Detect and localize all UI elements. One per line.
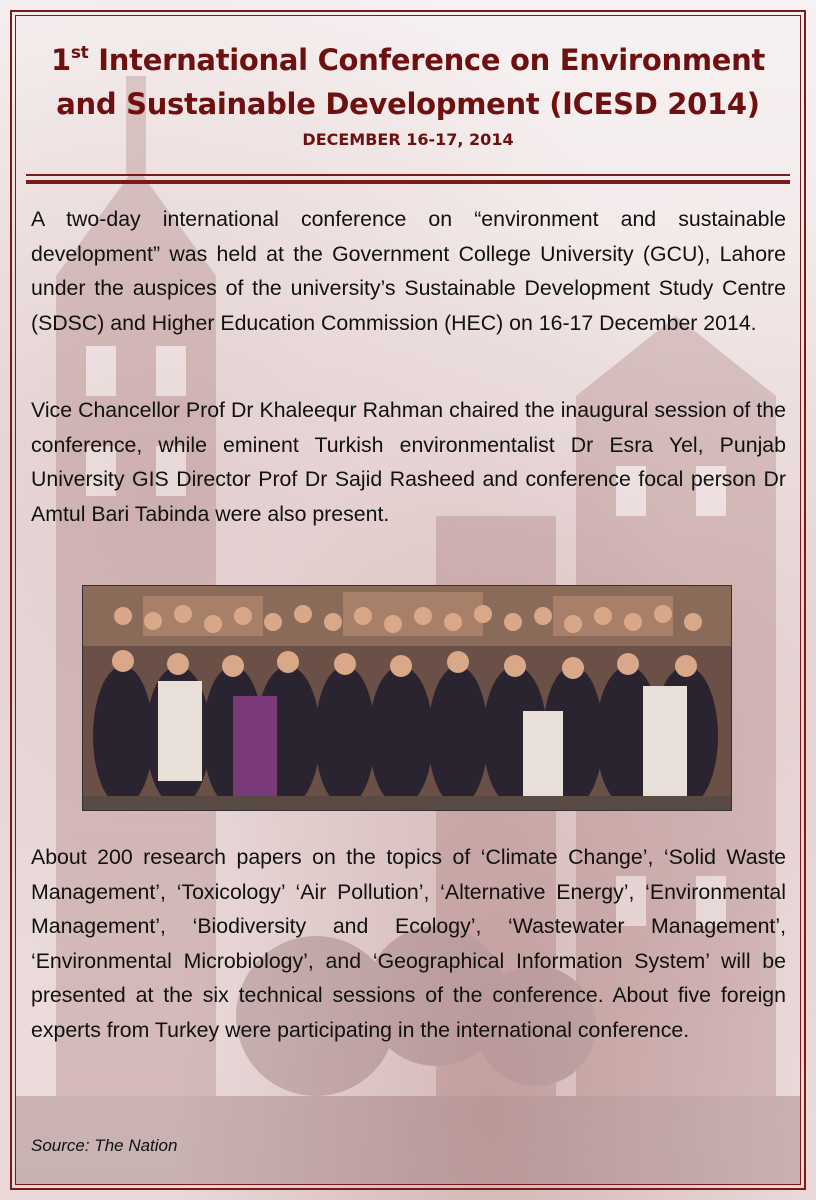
paragraph-intro: A two-day international conference on “environment and sustainable development” was held at the Government College University (GCU), Lahore under the auspices of the university’s Sustainable Development Study Centre (SDSC) and Higher Education Commission (HEC) on 16-17 December 2014. (31, 207, 786, 335)
header-divider-thin (26, 174, 790, 176)
group-photo-illustration (83, 586, 731, 810)
title-superscript: st (70, 43, 89, 63)
title-line1: International Conference on Environment (88, 43, 766, 77)
title-line2: and Sustainable Development (ICESD 2014) (56, 87, 760, 121)
group-photo (82, 585, 732, 811)
conference-title (26, 38, 790, 126)
header-divider-thick (26, 180, 790, 184)
conference-dates: DECEMBER 16-17, 2014 (302, 130, 514, 149)
source-credit: Source: The Nation (31, 1136, 178, 1155)
header (26, 38, 790, 149)
title-number: 1 (50, 43, 71, 77)
paragraph-attendees: Vice Chancellor Prof Dr Khaleequr Rahman chaired the inaugural session of the conference, while eminent Turkish environmentalist Dr Esra Yel, Punjab University GIS Director Prof Dr Sajid Rasheed and conference focal person Dr Amtul Bari Tabinda were also present. (31, 398, 786, 526)
paragraph-topics: About 200 research papers on the topics of ‘Climate Change’, ‘Solid Waste Management’, ‘Toxicology’ ‘Air Pollution’, ‘Alternative Energy’, ‘Environmental Management’, ‘Biodiversity and Ecology’, ‘Wastewater Management’, ‘Environmental Microbiology’, and ‘Geographical Information System’ will be presented at the six technical sessions of the conference. About five foreign experts from Turkey were participating in the international conference. (31, 845, 786, 1042)
